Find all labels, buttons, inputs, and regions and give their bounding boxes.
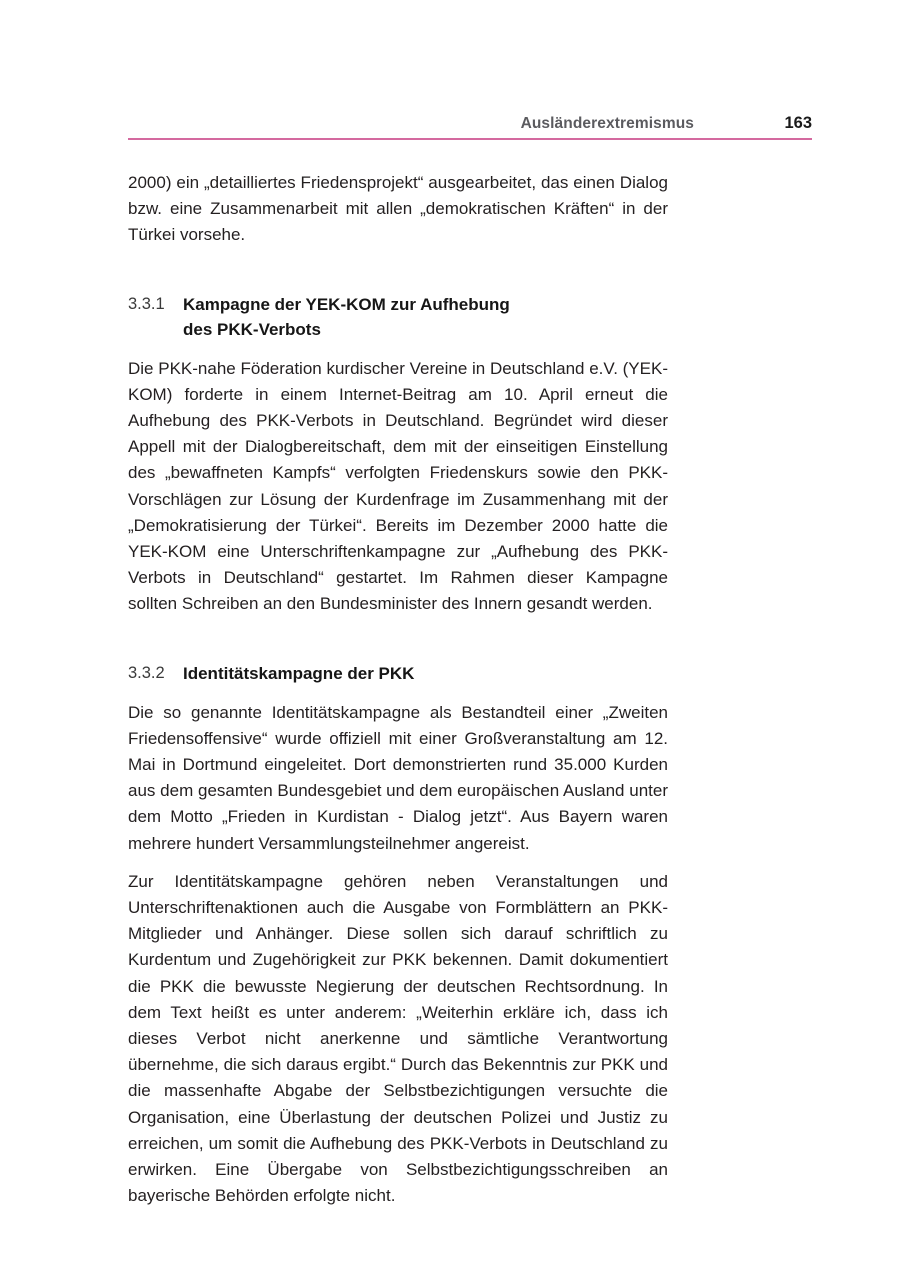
running-header-title: Ausländerextremismus <box>520 115 694 132</box>
section-3-3-1-paragraph-1: Die PKK-nahe Föderation kurdischer Vereine in Deutschland e.V. (YEK-KOM) forderte in einem Internet-Beitrag am 10. April erneut die Aufhebung des PKK-Verbots in Deutschland. Begründet wird dieser Appell mit der Dialogbereitschaft, dem mit der einseitigen Einstellung des „bewaffneten Kampfs“ verfolgten Friedenskurs sowie den PKK-Vorschlägen zur Lösung der Kurdenfrage im Zusammenhang mit der „Demokratisierung der Türkei“. Bereits im Dezember 2000 hatte die YEK-KOM eine Unterschriftenkampagne zur „Aufhebung des PKK-Verbots in Deutschland“ gestartet. Im Rahmen dieser Kampagne sollten Schreiben an den Bundesminister des Innern gesandt werden. <box>128 358 668 614</box>
section-title-line-1: Identitätskampagne der PKK <box>183 663 415 683</box>
running-header <box>128 114 812 140</box>
section-heading-3-3-2 <box>128 661 668 686</box>
section-3-3-2-paragraph-1: Die so genannte Identitätskampagne als Bestandteil einer „Zweiten Friedensoffensive“ wurde offiziell mit einer Großveranstaltung am 12. Mai in Dortmund eingeleitet. Dort demonstrierten rund 35.000 Kurden aus dem gesamten Bundesgebiet und dem europäischen Ausland unter dem Motto „Frieden in Kurdistan - Dialog jetzt“. Aus Bayern waren mehrere hundert Versammlungsteilnehmer angereist. <box>128 702 668 853</box>
header-divider-rule <box>128 138 812 140</box>
section-title <box>183 292 510 342</box>
section-title-line-2: des PKK-Verbots <box>183 319 321 339</box>
running-header-row <box>128 114 812 138</box>
page-body <box>128 170 668 1210</box>
section-title-line-1: Kampagne der YEK-KOM zur Aufhebung <box>183 294 510 314</box>
section-number: 3.3.2 <box>128 663 165 682</box>
spacer <box>128 857 668 869</box>
section-number: 3.3.1 <box>128 294 165 313</box>
page-number: 163 <box>784 114 812 132</box>
spacer <box>128 249 668 292</box>
section-title <box>183 661 414 686</box>
spacer <box>128 342 668 356</box>
section-heading-3-3-1 <box>128 292 668 342</box>
section-3-3-2-paragraph-2: Zur Identitätskampagne gehören neben Veranstaltungen und Unterschriftenaktionen auch die Ausgabe von Formblättern an PKK-Mitglieder und Anhänger. Diese sollen sich darauf schriftlich zu Kurdentum und Zugehörigkeit zur PKK bekennen. Damit dokumentiert die PKK die bewusste Negierung der deutschen Rechtsordnung. In dem Text heißt es unter anderem: „Weiterhin erkläre ich, dass ich dieses Verbot nicht anerkenne und sämtliche Verantwortung übernehme, die sich daraus ergibt.“ Durch das Bekenntnis zur PKK und die massenhafte Abgabe der Selbstbezichtigungen versuchte die Organisation, eine Überlastung der deutschen Polizei und Justiz zu erreichen, um somit die Aufhebung des PKK-Verbots in Deutschland zu erwirken. Eine Übergabe von Selbstbezichtigungsschreiben an bayerische Behörden erfolgte nicht. <box>128 871 668 1206</box>
intro-paragraph: 2000) ein „detailliertes Friedensprojekt“ ausgearbeitet, das einen Dialog bzw. eine Zusammenarbeit mit allen „demokratischen Kräften“ in der Türkei vorsehe. <box>128 173 668 245</box>
spacer <box>128 686 668 700</box>
spacer <box>128 618 668 661</box>
